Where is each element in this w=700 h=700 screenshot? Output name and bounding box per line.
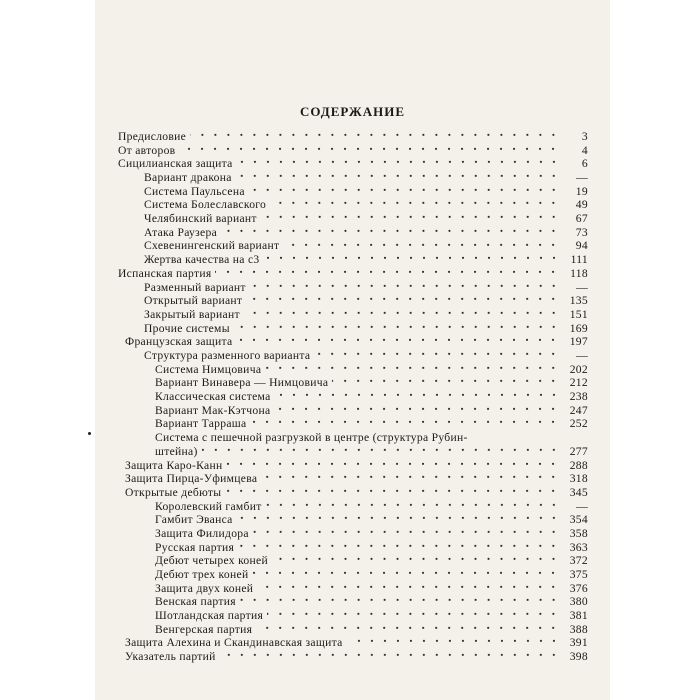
toc-entry <box>118 582 588 596</box>
toc-entry <box>118 609 588 623</box>
toc-entry-page-number: 372 <box>569 554 588 568</box>
dot-leader <box>267 609 560 623</box>
dot-leader <box>249 185 560 199</box>
toc-entry <box>118 294 588 308</box>
toc-entry-title: Система Нимцовича <box>155 363 265 377</box>
dot-leader <box>225 486 560 500</box>
toc-entry-title: Предисловие <box>118 130 190 144</box>
dot-leader <box>250 417 560 431</box>
toc-entry-title: Дебют трех коней <box>155 568 252 582</box>
toc-entry-title: Атака Раузера <box>144 226 221 240</box>
toc-entry <box>118 185 588 199</box>
toc-entry-page-number: 4 <box>581 143 588 157</box>
toc-entry-title: Челябинский вариант <box>144 212 261 226</box>
toc-entry <box>118 636 588 650</box>
toc-entry-title: Структура разменного варианта <box>144 349 314 363</box>
toc-entry-page-number: 388 <box>569 622 588 636</box>
toc-entry-page-number: 151 <box>569 307 588 321</box>
dot-leader <box>234 322 560 336</box>
toc-entry-title: Русская партия <box>155 541 238 555</box>
toc-entry-title: Венская партия <box>155 595 240 609</box>
toc-entry-title: Разменный вариант <box>144 281 250 295</box>
toc-entry-title: Открытый вариант <box>144 294 246 308</box>
toc-entry-page-number: 375 <box>569 568 588 581</box>
dot-leader <box>272 554 560 568</box>
toc-entry-title: Защита двух коней <box>155 582 257 596</box>
dot-leader <box>252 568 560 582</box>
dot-leader <box>257 582 560 596</box>
toc-entry <box>118 267 588 281</box>
toc-entry-title: Защита Филидора <box>155 527 253 541</box>
toc-entry-title: Сицилианская защита <box>118 157 237 171</box>
toc-entry-page-number: 111 <box>570 253 588 267</box>
toc-entry <box>118 130 588 144</box>
dot-leader <box>238 541 560 555</box>
toc-entry <box>118 459 588 473</box>
toc-entry-title: Дебют четырех коней <box>155 554 272 568</box>
toc-entry <box>118 554 588 568</box>
toc-entry <box>118 404 588 418</box>
toc-entry <box>118 513 588 527</box>
toc-entry-page-number: 202 <box>569 362 588 376</box>
toc-entry-title: Система Болеславского <box>144 198 270 212</box>
toc-entry-title: Защита Каро-Канн <box>125 459 226 473</box>
toc-entry <box>118 431 588 458</box>
toc-entry <box>118 541 588 555</box>
toc-entry-title: Испанская партия <box>118 267 215 281</box>
dot-leader <box>221 226 560 240</box>
toc-entry-title: Прочие системы <box>144 322 234 336</box>
toc-entry-title: Шотландская партия <box>155 609 267 623</box>
dot-leader <box>332 376 560 390</box>
toc-entry <box>118 376 588 390</box>
toc-entry <box>118 308 588 322</box>
toc-entry <box>118 171 588 185</box>
toc-entry <box>118 240 588 254</box>
toc-entry-title: Схевенингенский вариант <box>144 239 283 253</box>
dot-leader <box>244 308 560 322</box>
toc-entry <box>118 650 588 664</box>
toc-entry-page-number: 197 <box>569 335 588 349</box>
toc-entry <box>118 144 588 158</box>
toc-entry-page-number: 376 <box>569 581 588 595</box>
toc-entry-page-number: 247 <box>569 403 588 417</box>
toc-entry-page-number: 277 <box>569 444 588 458</box>
dot-leader <box>179 144 560 158</box>
toc-entry-page-number: 398 <box>569 650 588 664</box>
toc-entry <box>118 595 588 609</box>
toc-entry <box>118 349 588 363</box>
dot-leader <box>314 349 560 363</box>
toc-entry <box>118 363 588 377</box>
page-title: СОДЕРЖАНИЕ <box>299 104 406 119</box>
toc-entry-title: Венгерская партия <box>155 623 256 637</box>
toc-entry-page-number: — <box>576 171 588 185</box>
dot-leader <box>266 500 560 514</box>
dot-leader <box>256 623 560 637</box>
dot-leader <box>265 363 560 377</box>
toc-entry <box>118 322 588 336</box>
toc-entry-title: Система с пешечной разгрузкой в центре (структура Рубин- <box>155 431 468 445</box>
dot-leader <box>236 171 560 185</box>
toc-entry <box>118 500 588 514</box>
toc-entry-page-number: 381 <box>569 609 588 623</box>
toc-entry-page-number: 345 <box>569 485 588 499</box>
dot-leader <box>246 294 560 308</box>
toc-entry-title: Указатель партий <box>125 650 220 664</box>
dot-leader <box>264 253 561 267</box>
dot-leader <box>275 390 560 404</box>
toc-entry <box>118 486 588 500</box>
toc-entry-title: Вариант Тарраша <box>155 417 250 431</box>
book-page <box>95 0 610 700</box>
toc-entry-page-number: 238 <box>569 390 588 404</box>
margin-mark <box>88 432 91 435</box>
toc-entry-page-number: 318 <box>569 472 588 486</box>
toc-entry-page-number: 358 <box>569 526 588 540</box>
table-of-contents <box>118 130 588 664</box>
dot-leader <box>215 267 560 281</box>
toc-entry <box>118 568 588 582</box>
dot-leader <box>270 198 560 212</box>
toc-entry <box>118 527 588 541</box>
dot-leader <box>240 595 560 609</box>
dot-leader <box>274 404 560 418</box>
toc-entry-title-continued: штейна) <box>155 445 202 459</box>
toc-entry-page-number: 380 <box>569 595 588 609</box>
toc-entry-page-number: 49 <box>575 198 588 212</box>
dot-leader <box>237 513 560 527</box>
toc-entry-title: Французская защита <box>125 335 236 349</box>
toc-entry-title: Система Паульсена <box>144 185 249 199</box>
toc-entry-title: Вариант Мак-Кэтчона <box>155 404 274 418</box>
toc-entry-title: Классическая система <box>155 390 275 404</box>
toc-entry-page-number: 363 <box>569 540 588 554</box>
dot-leader <box>226 459 560 473</box>
toc-entry-page-number: 3 <box>581 129 588 143</box>
toc-entry <box>118 417 588 431</box>
toc-entry-page-number: 288 <box>569 458 588 472</box>
toc-entry <box>118 157 588 171</box>
toc-entry-page-number: 118 <box>570 266 588 280</box>
toc-entry-page-number: 391 <box>569 636 588 650</box>
toc-entry-page-number: 94 <box>575 239 588 253</box>
dot-leader <box>202 445 560 459</box>
toc-entry <box>118 472 588 486</box>
toc-entry-title: Жертва качества на с3 <box>144 253 264 267</box>
toc-entry-title: Вариант Винавера — Нимцовича <box>155 376 332 390</box>
toc-entry-title: Защита Пирца-Уфимцева <box>125 472 261 486</box>
toc-entry-page-number: 67 <box>575 212 588 226</box>
toc-entry <box>118 198 588 212</box>
dot-leader <box>261 212 560 226</box>
dot-leader <box>236 335 560 349</box>
toc-entry <box>118 623 588 637</box>
toc-entry-title: Закрытый вариант <box>144 308 244 322</box>
dot-leader <box>253 527 560 541</box>
toc-entry-page-number: 212 <box>569 376 588 390</box>
toc-entry-page-number: 354 <box>569 513 588 527</box>
toc-entry-page-number: — <box>576 280 588 294</box>
toc-entry-title: Открытые дебюты <box>125 486 225 500</box>
toc-entry <box>118 390 588 404</box>
toc-entry-title: Гамбит Эванса <box>155 513 237 527</box>
toc-entry-title: Королевский гамбит <box>155 500 266 514</box>
toc-entry-page-number: 135 <box>569 294 588 308</box>
toc-entry <box>118 253 588 267</box>
toc-entry <box>118 281 588 295</box>
toc-entry <box>118 212 588 226</box>
toc-entry-title: От авторов <box>118 144 179 158</box>
dot-leader <box>347 636 560 650</box>
toc-entry <box>118 335 588 349</box>
toc-entry-title: Вариант дракона <box>144 171 236 185</box>
dot-leader <box>283 240 560 254</box>
toc-entry-page-number: — <box>576 499 588 513</box>
dot-leader <box>250 281 560 295</box>
toc-entry-page-number: — <box>576 348 588 362</box>
toc-entry-page-number: 252 <box>569 417 588 431</box>
dot-leader <box>190 130 560 144</box>
toc-entry-title: Защита Алехина и Скандинавская защита <box>125 636 347 650</box>
toc-entry <box>118 226 588 240</box>
toc-entry-page-number: 19 <box>575 184 588 198</box>
toc-entry-page-number: 169 <box>569 321 588 335</box>
toc-entry-page-number: 73 <box>575 225 588 239</box>
dot-leader <box>220 650 560 664</box>
toc-entry-page-number: 6 <box>581 157 588 171</box>
dot-leader <box>261 472 560 486</box>
dot-leader <box>237 157 560 171</box>
